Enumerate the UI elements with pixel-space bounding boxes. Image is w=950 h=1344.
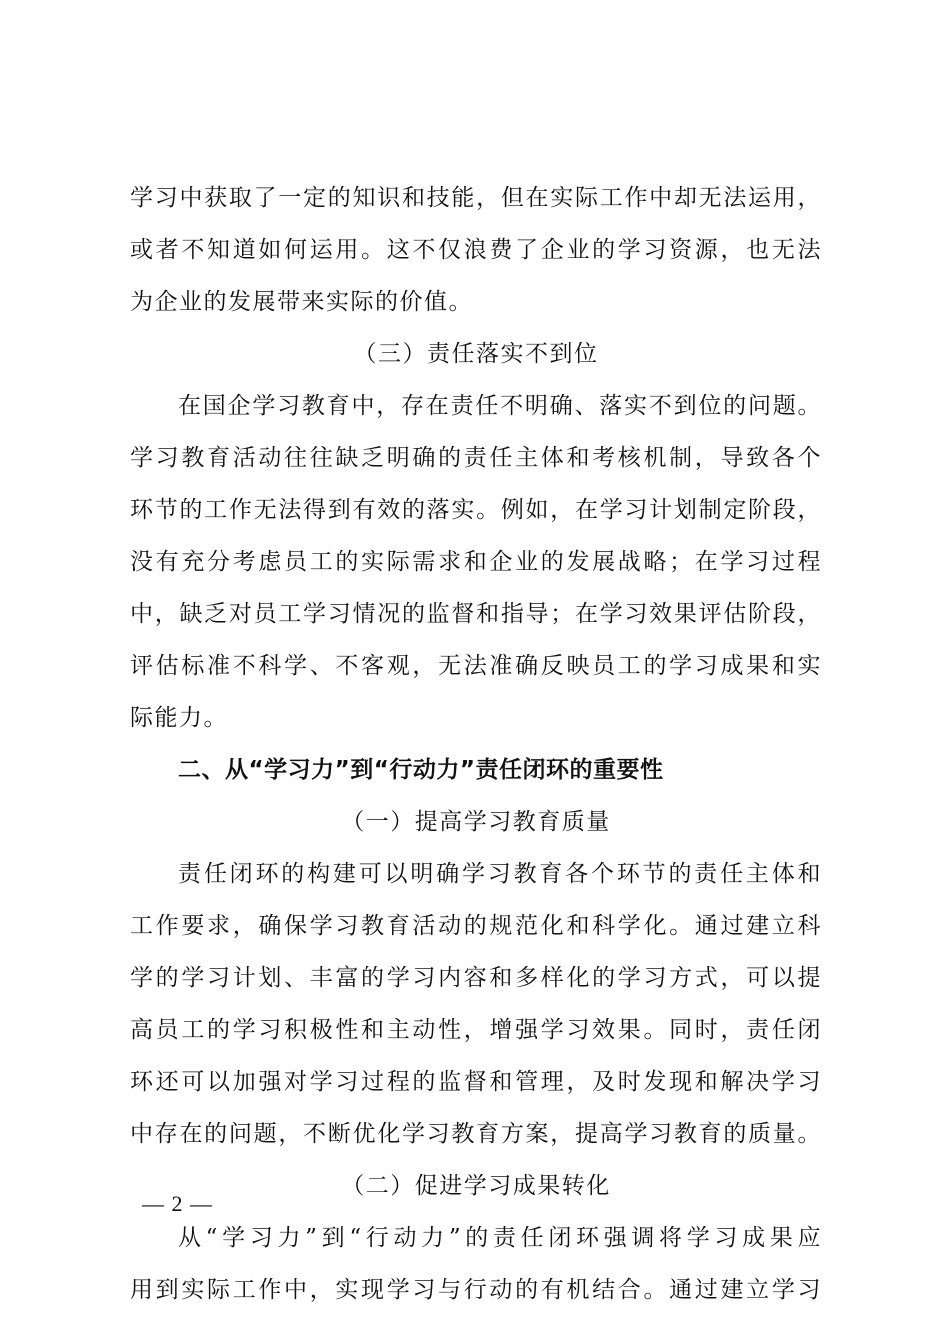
body-text-line: 学的学习计划、丰富的学习内容和多样化的学习方式，可以提 bbox=[130, 965, 822, 991]
page-number: — 2 — bbox=[142, 1191, 213, 1216]
body-text-line: 评估标准不科学、不客观，无法准确反映员工的学习成果和实 bbox=[130, 653, 822, 679]
section-heading: 二、从“学习力”到“行动力”责任闭环的重要性 bbox=[178, 757, 664, 783]
subsection-heading: （二）促进学习成果转化 bbox=[341, 1173, 611, 1199]
body-text-line: 没有充分考虑员工的实际需求和企业的发展战略；在学习过程 bbox=[130, 549, 822, 575]
subsection-heading: （一）提高学习教育质量 bbox=[341, 809, 611, 835]
body-text-line: 环节的工作无法得到有效的落实。例如，在学习计划制定阶段， bbox=[130, 497, 822, 523]
body-text-line: 或者不知道如何运用。这不仅浪费了企业的学习资源，也无法 bbox=[130, 237, 822, 263]
document-body bbox=[130, 172, 822, 1316]
body-text-line: 工作要求，确保学习教育活动的规范化和科学化。通过建立科 bbox=[130, 913, 822, 939]
body-text-line: 际能力。 bbox=[130, 705, 228, 731]
body-text-line: 中存在的问题，不断优化学习教育方案，提高学习教育的质量。 bbox=[130, 1121, 822, 1147]
body-text-line: 环还可以加强对学习过程的监督和管理，及时发现和解决学习 bbox=[130, 1069, 822, 1095]
body-text-line: 中，缺乏对员工学习情况的监督和指导；在学习效果评估阶段， bbox=[130, 601, 822, 627]
body-text-line: 学习教育活动往往缺乏明确的责任主体和考核机制，导致各个 bbox=[130, 445, 822, 471]
body-text-line: 从“学习力”到“行动力”的责任闭环强调将学习成果应 bbox=[178, 1225, 822, 1251]
body-text-line: 在国企学习教育中，存在责任不明确、落实不到位的问题。 bbox=[178, 393, 822, 419]
subsection-heading: （三）责任落实不到位 bbox=[353, 341, 599, 367]
body-text-line: 学习中获取了一定的知识和技能，但在实际工作中却无法运用， bbox=[130, 185, 822, 211]
body-text-line: 用到实际工作中，实现学习与行动的有机结合。通过建立学习 bbox=[130, 1277, 822, 1303]
body-text-line: 高员工的学习积极性和主动性，增强学习效果。同时，责任闭 bbox=[130, 1017, 822, 1043]
body-text-line: 责任闭环的构建可以明确学习教育各个环节的责任主体和 bbox=[178, 861, 822, 887]
body-text-line: 为企业的发展带来实际的价值。 bbox=[130, 289, 473, 315]
